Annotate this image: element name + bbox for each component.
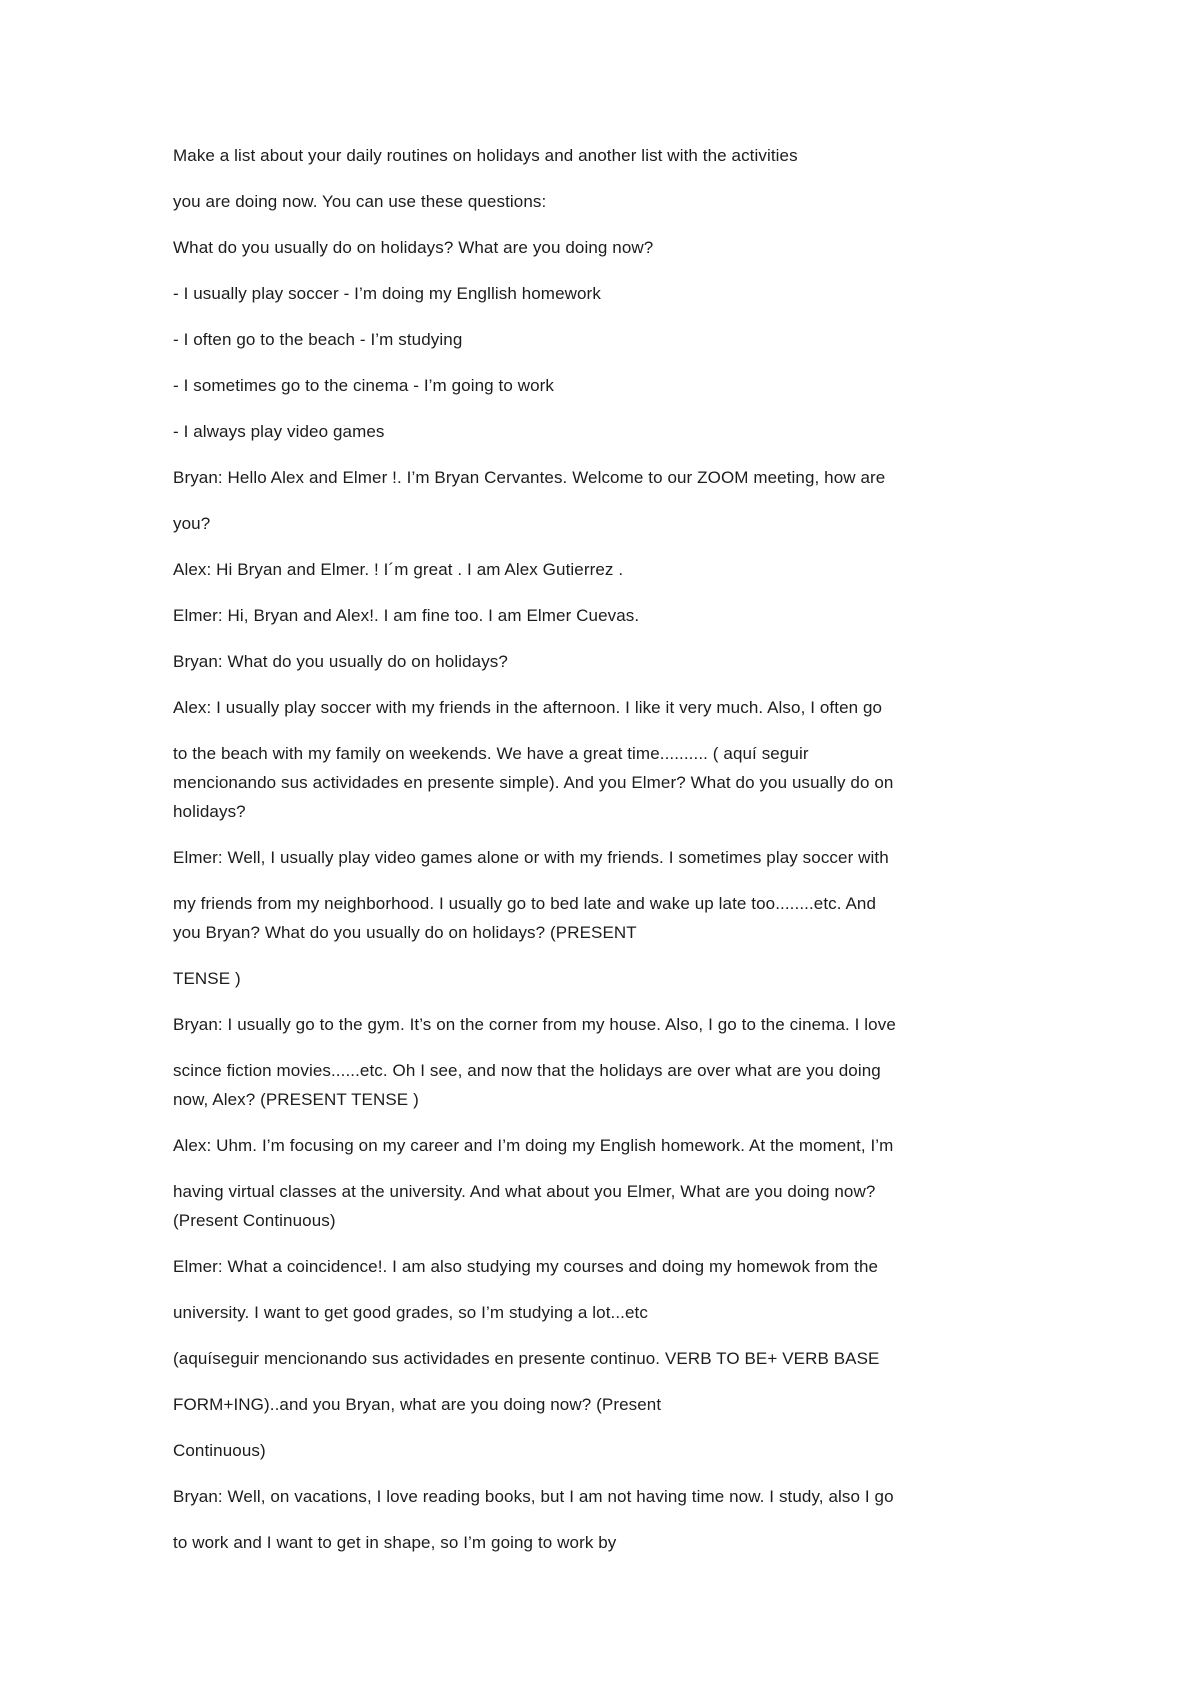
dialogue-line: Alex: Uhm. I’m focusing on my career and I’m doing my English homework. At the moment, I’m — [173, 1136, 894, 1155]
paragraph-line: you are doing now. You can use these questions: — [173, 192, 547, 211]
list-item: - I sometimes go to the cinema - I’m going to work — [173, 376, 555, 395]
paragraph-line: Make a list about your daily routines on holidays and another list with the activities — [173, 146, 798, 165]
dialogue-line: Bryan: Hello Alex and Elmer !. I’m Bryan Cervantes. Welcome to our ZOOM meeting, how are — [173, 468, 886, 487]
dialogue-line: (aquíseguir mencionando sus actividades en presente continuo. VERB TO BE+ VERB BASE — [173, 1349, 880, 1368]
dialogue-line: Alex: I usually play soccer with my friends in the afternoon. I like it very much. Also, I often go — [173, 698, 883, 717]
list-item: - I often go to the beach - I’m studying — [173, 330, 463, 349]
dialogue-line: scince fiction movies......etc. Oh I see, and now that the holidays are over what are you doing — [173, 1061, 881, 1080]
dialogue-line: having virtual classes at the university. And what about you Elmer, What are you doing now? — [173, 1182, 876, 1201]
dialogue-line: Continuous) — [173, 1441, 266, 1460]
dialogue-line: Alex: Hi Bryan and Elmer. ! I´m great . I am Alex Gutierrez . — [173, 560, 624, 579]
dialogue-line: you Bryan? What do you usually do on holidays? (PRESENT — [173, 923, 637, 942]
paragraph-line: What do you usually do on holidays? What are you doing now? — [173, 238, 654, 257]
dialogue-line: Elmer: Hi, Bryan and Alex!. I am fine too. I am Elmer Cuevas. — [173, 606, 640, 625]
dialogue-line: Bryan: I usually go to the gym. It’s on the corner from my house. Also, I go to the cinema. I love — [173, 1015, 896, 1034]
dialogue-line: holidays? — [173, 802, 246, 821]
dialogue-line: Bryan: What do you usually do on holidays? — [173, 652, 508, 671]
dialogue-line: university. I want to get good grades, so I’m studying a lot...etc — [173, 1303, 648, 1322]
dialogue-line: you? — [173, 514, 211, 533]
dialogue-line: to work and I want to get in shape, so I’m going to work by — [173, 1533, 617, 1552]
dialogue-line: Bryan: Well, on vacations, I love reading books, but I am not having time now. I study, also I go — [173, 1487, 894, 1506]
dialogue-line: FORM+ING)..and you Bryan, what are you doing now? (Present — [173, 1395, 662, 1414]
dialogue-line: TENSE ) — [173, 969, 241, 988]
dialogue-line: Elmer: What a coincidence!. I am also studying my courses and doing my homewok from the — [173, 1257, 879, 1276]
list-item: - I always play video games — [173, 422, 385, 441]
list-item: - I usually play soccer - I’m doing my Engllish homework — [173, 284, 601, 303]
dialogue-line: my friends from my neighborhood. I usually go to bed late and wake up late too........etc. And — [173, 894, 877, 913]
dialogue-line: (Present Continuous) — [173, 1211, 336, 1230]
dialogue-line: now, Alex? (PRESENT TENSE ) — [173, 1090, 419, 1109]
dialogue-line: to the beach with my family on weekends. We have a great time.......... ( aquí seguir — [173, 744, 809, 763]
dialogue-line: mencionando sus actividades en presente simple). And you Elmer? What do you usually do on — [173, 773, 894, 792]
dialogue-line: Elmer: Well, I usually play video games alone or with my friends. I sometimes play soccer with — [173, 848, 889, 867]
